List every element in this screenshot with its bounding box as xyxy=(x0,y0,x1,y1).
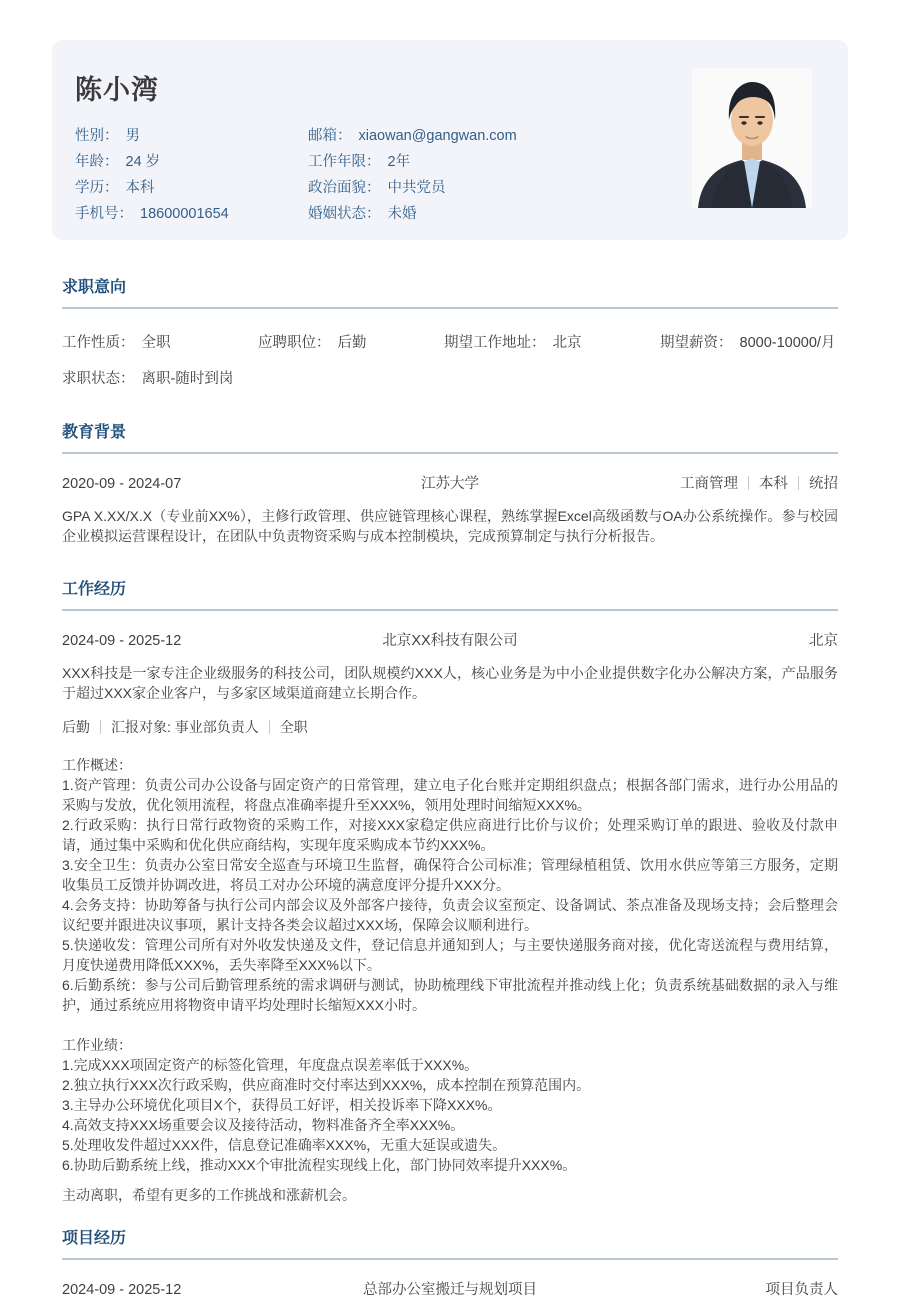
education-description: GPA X.XX/X.X（专业前XX%），主修行政管理、供应链管理核心课程，熟练掌握Excel高级函数与OA办公系统操作。参与校园企业模拟运营课程设计，在团队中负责物资采购与成本控制模块，完成预算制定与执行分析报告。 xyxy=(62,508,838,544)
project-title: 项目经历 xyxy=(62,1230,127,1247)
work-overview-heading: 工作概述： xyxy=(62,757,132,773)
project-row xyxy=(62,1280,838,1300)
section-divider xyxy=(62,307,838,309)
intention-field xyxy=(660,333,838,353)
intention-field-value: 离职-随时到岗 xyxy=(141,371,234,387)
pipe-separator xyxy=(748,476,749,490)
work-meta xyxy=(62,717,838,737)
intention-field xyxy=(258,333,444,353)
section-divider xyxy=(62,452,838,454)
education-title: 教育背景 xyxy=(62,424,127,441)
education-tag: 本科 xyxy=(759,476,788,492)
header-field-label: 性别： xyxy=(75,128,119,144)
work-achievements-heading: 工作业绩： xyxy=(62,1037,132,1053)
section-job-intention xyxy=(62,278,838,389)
work-achievement-item: 1.完成XXX项固定资产的标签化管理，年度盘点误差率低于XXX%。 xyxy=(62,1057,479,1073)
work-row xyxy=(62,631,838,651)
header-field-value: 未婚 xyxy=(387,206,417,222)
intention-field-value: 后勤 xyxy=(337,335,367,351)
work-overview-item: 1.资产管理：负责公司办公设备与固定资产的日常管理，建立电子化台账并定期组织盘点；根据各部门需求，进行办公用品的采购与发放，优化领用流程，将盘点准确率提升至XXX%，领用处理时间缩短XXX%。 xyxy=(62,777,838,813)
header-field-value: 男 xyxy=(125,128,140,144)
header-field-value: 本科 xyxy=(125,180,155,196)
header-field-label: 手机号： xyxy=(75,206,133,222)
header-field xyxy=(75,123,308,149)
education-tag: 工商管理 xyxy=(680,476,738,492)
work-meta-item: 全职 xyxy=(279,719,308,735)
work-company: 北京XX科技有限公司 xyxy=(382,633,518,649)
work-achievement-item: 3.主导办公环境优化项目X个，获得员工好评，相关投诉率下降XXX%。 xyxy=(62,1097,502,1113)
education-school: 江苏大学 xyxy=(421,476,479,492)
work-overview-item: 6.后勤系统：参与公司后勤管理系统的需求调研与测试，协助梳理线下审批流程并推动线上化；负责系统基础数据的录入与维护，通过系统应用将物资申请平均处理时长缩短XXX小时。 xyxy=(62,977,838,1013)
section-divider xyxy=(62,1258,838,1260)
header-field xyxy=(75,149,308,175)
header-info-left xyxy=(75,123,308,227)
header-field xyxy=(308,175,517,201)
pipe-separator xyxy=(798,476,799,490)
section-work-experience xyxy=(62,580,838,1205)
work-achievement-item: 5.处理收发件超过XXX件，信息登记准确率XXX%，无重大延误或遗失。 xyxy=(62,1137,507,1153)
work-meta-item: 后勤 xyxy=(62,719,90,735)
work-overview-block xyxy=(62,755,838,1015)
job-intention-row2 xyxy=(62,369,838,389)
intention-field-label: 工作性质： xyxy=(62,335,135,351)
section-divider xyxy=(62,609,838,611)
education-row xyxy=(62,474,838,494)
pipe-separator xyxy=(269,720,270,734)
education-tags xyxy=(479,474,838,494)
work-achievement-item: 2.独立执行XXX次行政采购，供应商准时交付率达到XXX%，成本控制在预算范围内。 xyxy=(62,1077,591,1093)
work-overview-list xyxy=(62,775,838,1015)
intention-field-value: 8000-10000/月 xyxy=(739,335,836,351)
intention-field-label: 应聘职位： xyxy=(258,335,331,351)
work-leave-note: 主动离职，希望有更多的工作挑战和涨薪机会。 xyxy=(62,1187,356,1203)
header-field-value: xiaowan@gangwan.com xyxy=(358,128,517,144)
intention-field-value: 全职 xyxy=(141,335,171,351)
work-meta-item: 汇报对象: 事业部负责人 xyxy=(111,719,259,735)
header-field-value: 2年 xyxy=(387,154,411,170)
header-field xyxy=(308,123,517,149)
project-name: 总部办公室搬迁与规划项目 xyxy=(363,1282,537,1298)
pipe-separator xyxy=(100,720,101,734)
intention-field-label: 求职状态： xyxy=(62,371,135,387)
profile-photo-illustration xyxy=(692,68,812,208)
header-field-label: 学历： xyxy=(75,180,119,196)
header-field-value: 24 岁 xyxy=(125,154,161,170)
education-period: 2020-09 - 2024-07 xyxy=(62,476,182,492)
intention-field-label: 期望薪资： xyxy=(660,335,733,351)
profile-photo xyxy=(692,68,812,208)
project-role: 项目负责人 xyxy=(765,1282,838,1298)
header-field-value: 中共党员 xyxy=(387,180,446,196)
education-tag: 统招 xyxy=(809,476,838,492)
work-achievement-item: 6.协助后勤系统上线，推动XXX个审批流程实现线上化，部门协同效率提升XXX%。 xyxy=(62,1157,577,1173)
work-overview-item: 4.会务支持：协助筹备与执行公司内部会议及外部客户接待，负责会议室预定、设备调试、茶点准备及现场支持；会后整理会议纪要并跟进决议事项，累计支持各类会议超过XXX场，保障会议顺利进行。 xyxy=(62,897,838,933)
resume-body xyxy=(62,278,838,1300)
intention-field-value: 北京 xyxy=(552,335,582,351)
header-card xyxy=(52,40,848,240)
work-overview-item: 2.行政采购：执行日常行政物资的采购工作，对接XXX家稳定供应商进行比价与议价；处理采购订单的跟进、验收及付款申请，通过集中采购和优化供应商结构，实现年度采购成本节约XXX%。 xyxy=(62,817,838,853)
work-overview-item: 3.安全卫生：负责办公室日常安全巡查与环境卫生监督，确保符合公司标准；管理绿植租赁、饮用水供应等第三方服务，定期收集员工反馈并协调改进，将员工对办公环境的满意度评分提升XXX分。 xyxy=(62,857,838,893)
intention-field xyxy=(62,333,258,353)
header-field-label: 年龄： xyxy=(75,154,119,170)
intention-field-label: 期望工作地址： xyxy=(444,335,546,351)
section-education xyxy=(62,423,838,546)
work-period: 2024-09 - 2025-12 xyxy=(62,633,182,649)
work-achievement-item: 4.高效支持XXX场重要会议及接待活动，物料准备齐全率XXX%。 xyxy=(62,1117,465,1133)
work-location: 北京 xyxy=(809,633,838,649)
candidate-name: 陈小湾 xyxy=(75,75,159,105)
intention-field xyxy=(62,369,838,389)
header-field xyxy=(75,175,308,201)
header-field-label: 政治面貌： xyxy=(308,180,381,196)
section-project-experience xyxy=(62,1229,838,1300)
intention-field xyxy=(444,333,660,353)
work-overview-item: 5.快递收发：管理公司所有对外收发快递及文件，登记信息并通知到人；与主要快递服务商对接，优化寄送流程与费用结算，月度快递费用降低XXX%，丢失率降至XXX%以下。 xyxy=(62,937,838,973)
work-achievements-list xyxy=(62,1055,838,1175)
work-achievements-block xyxy=(62,1035,838,1175)
header-field xyxy=(308,149,517,175)
project-period: 2024-09 - 2025-12 xyxy=(62,1282,182,1298)
job-intention-grid xyxy=(62,333,838,353)
header-field xyxy=(75,201,308,227)
header-field xyxy=(308,201,517,227)
header-field-value: 18600001654 xyxy=(140,206,229,222)
work-title: 工作经历 xyxy=(62,581,127,598)
job-intention-title: 求职意向 xyxy=(62,279,127,296)
header-field-label: 邮箱： xyxy=(308,128,352,144)
header-field-label: 婚姻状态： xyxy=(308,206,381,222)
header-info-right xyxy=(308,123,517,227)
header-field-label: 工作年限： xyxy=(308,154,381,170)
work-company-intro: XXX科技是一家专注企业级服务的科技公司，团队规模约XXX人，核心业务是为中小企业提供数字化办公解决方案，产品服务于超过XXX家企业客户，与多家区域渠道商建立长期合作。 xyxy=(62,665,838,701)
